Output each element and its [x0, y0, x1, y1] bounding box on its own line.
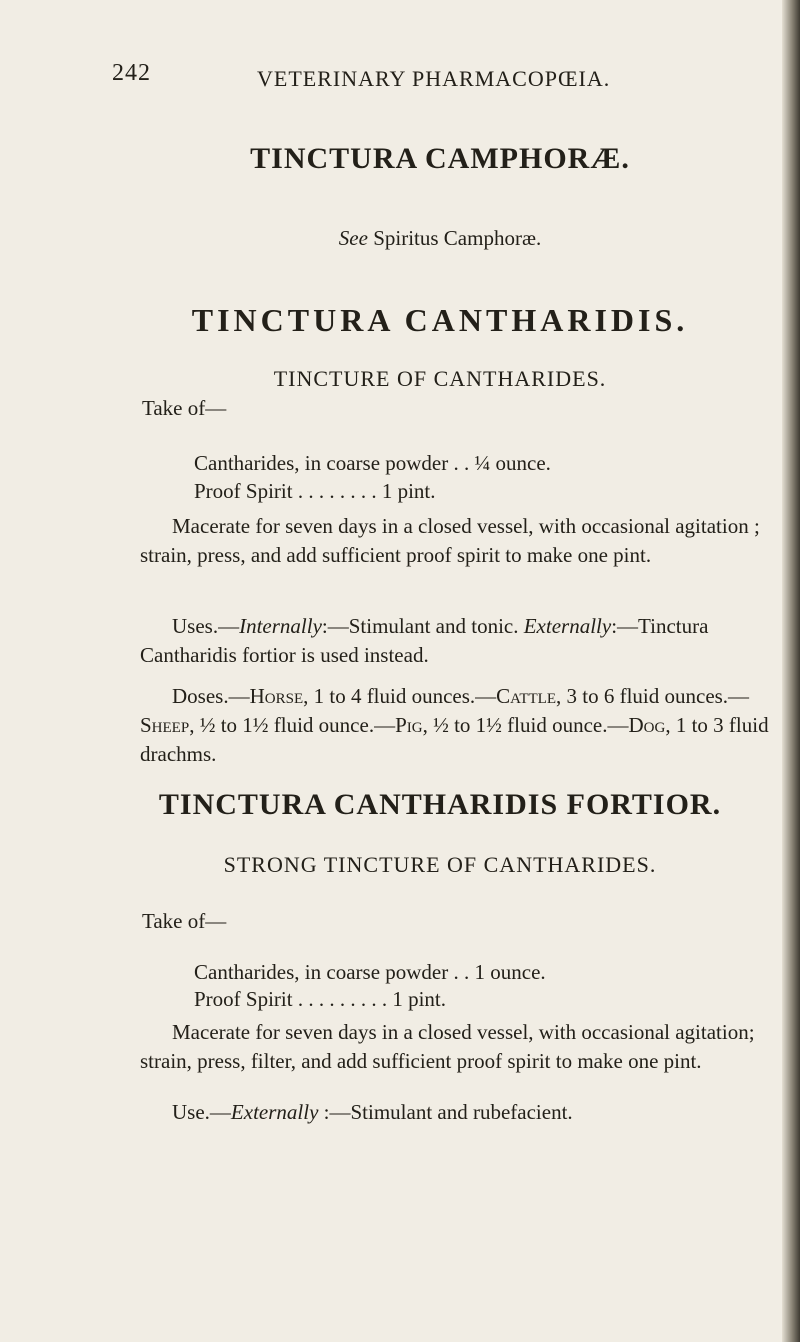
ingredient-name: Cantharides, in coarse powder [194, 960, 449, 984]
dose-animal: Horse [249, 684, 304, 708]
section-subtitle-strong-tincture: STRONG TINCTURE OF CANTHARIDES. [223, 852, 657, 877]
page-edge-shadow [782, 0, 800, 1342]
ingredient-name: Proof Spirit [194, 479, 293, 503]
dose-text: , 1 to 4 fluid ounces.— [303, 684, 497, 708]
leader-dots: . . [448, 451, 475, 475]
take-of-label: Take of— [142, 909, 227, 933]
ingredient-line [194, 451, 551, 476]
directions-paragraph: Macerate for seven days in a closed vessel, with occasional agitation; strain, press, filter, and add sufficient proof spirit to make one pint. [140, 1020, 755, 1073]
external-use-text: :—Stimulant and rubefacient. [318, 1100, 573, 1124]
use-paragraph [140, 1098, 790, 1127]
doses-paragraph [140, 682, 790, 769]
ingredient-line [194, 987, 446, 1012]
dose-animal: Sheep [140, 713, 190, 737]
ingredient-amount: 1 ounce. [474, 960, 546, 984]
internal-use-text: :—Stimulant and tonic. [321, 614, 524, 638]
dose-text: , ½ to 1½ fluid ounce.— [422, 713, 629, 737]
page-number: 242 [112, 60, 151, 86]
externally-label: Externally [523, 614, 612, 638]
leader-dots: . . . . . . . . . [292, 987, 393, 1011]
cross-reference [120, 226, 760, 251]
ingredient-name: Cantharides, in coarse powder [194, 451, 449, 475]
dose-text: , 3 to 6 fluid ounces.— [556, 684, 750, 708]
ingredient-amount: 1 pint. [381, 479, 436, 503]
see-label: See [338, 226, 368, 250]
external-use-text: :—Tinctura Cantharidis fortior is used instead. [140, 614, 709, 667]
ingredient-name: Proof Spirit [194, 987, 293, 1011]
section-title-tinctura-cantharidis-fortior: TINCTURA CANTHARIDIS FORTIOR. [158, 788, 722, 821]
doses-label: Doses.— [172, 684, 250, 708]
ingredient-amount: 1 pint. [392, 987, 447, 1011]
ingredient-amount: ¼ ounce. [474, 451, 551, 475]
leader-dots: . . [448, 960, 475, 984]
directions-paragraph: Macerate for seven days in a closed vessel, with occasional agitation ; strain, press, and add sufficient proof spirit to make one pint. [140, 514, 760, 567]
dose-animal: Dog [628, 713, 666, 737]
dose-animal: Cattle [496, 684, 556, 708]
page-header [112, 60, 732, 100]
uses-label: Uses.— [172, 614, 240, 638]
internally-label: Internally [239, 614, 322, 638]
dose-text: , 1 to 3 fluid drachms. [140, 713, 769, 766]
use-label: Use.— [172, 1100, 231, 1124]
dose-animal: Pig [395, 713, 423, 737]
section-title-tinctura-camphorae: TINCTURA CAMPHORÆ. [250, 142, 630, 175]
uses-paragraph [140, 612, 790, 670]
section-title-tinctura-cantharidis: TINCTURA CANTHARIDIS. [191, 302, 689, 338]
take-of-label: Take of— [142, 396, 227, 420]
ingredient-line [194, 479, 436, 504]
dose-text: , ½ to 1½ fluid ounce.— [189, 713, 396, 737]
leader-dots: . . . . . . . . [292, 479, 382, 503]
see-text: Spiritus Camphoræ. [367, 226, 542, 250]
ingredient-line [194, 960, 546, 985]
externally-label: Externally [230, 1100, 319, 1124]
running-title: VETERINARY PHARMACOPŒIA. [257, 66, 611, 91]
section-subtitle-tincture-of-cantharides: TINCTURE OF CANTHARIDES. [273, 366, 607, 391]
